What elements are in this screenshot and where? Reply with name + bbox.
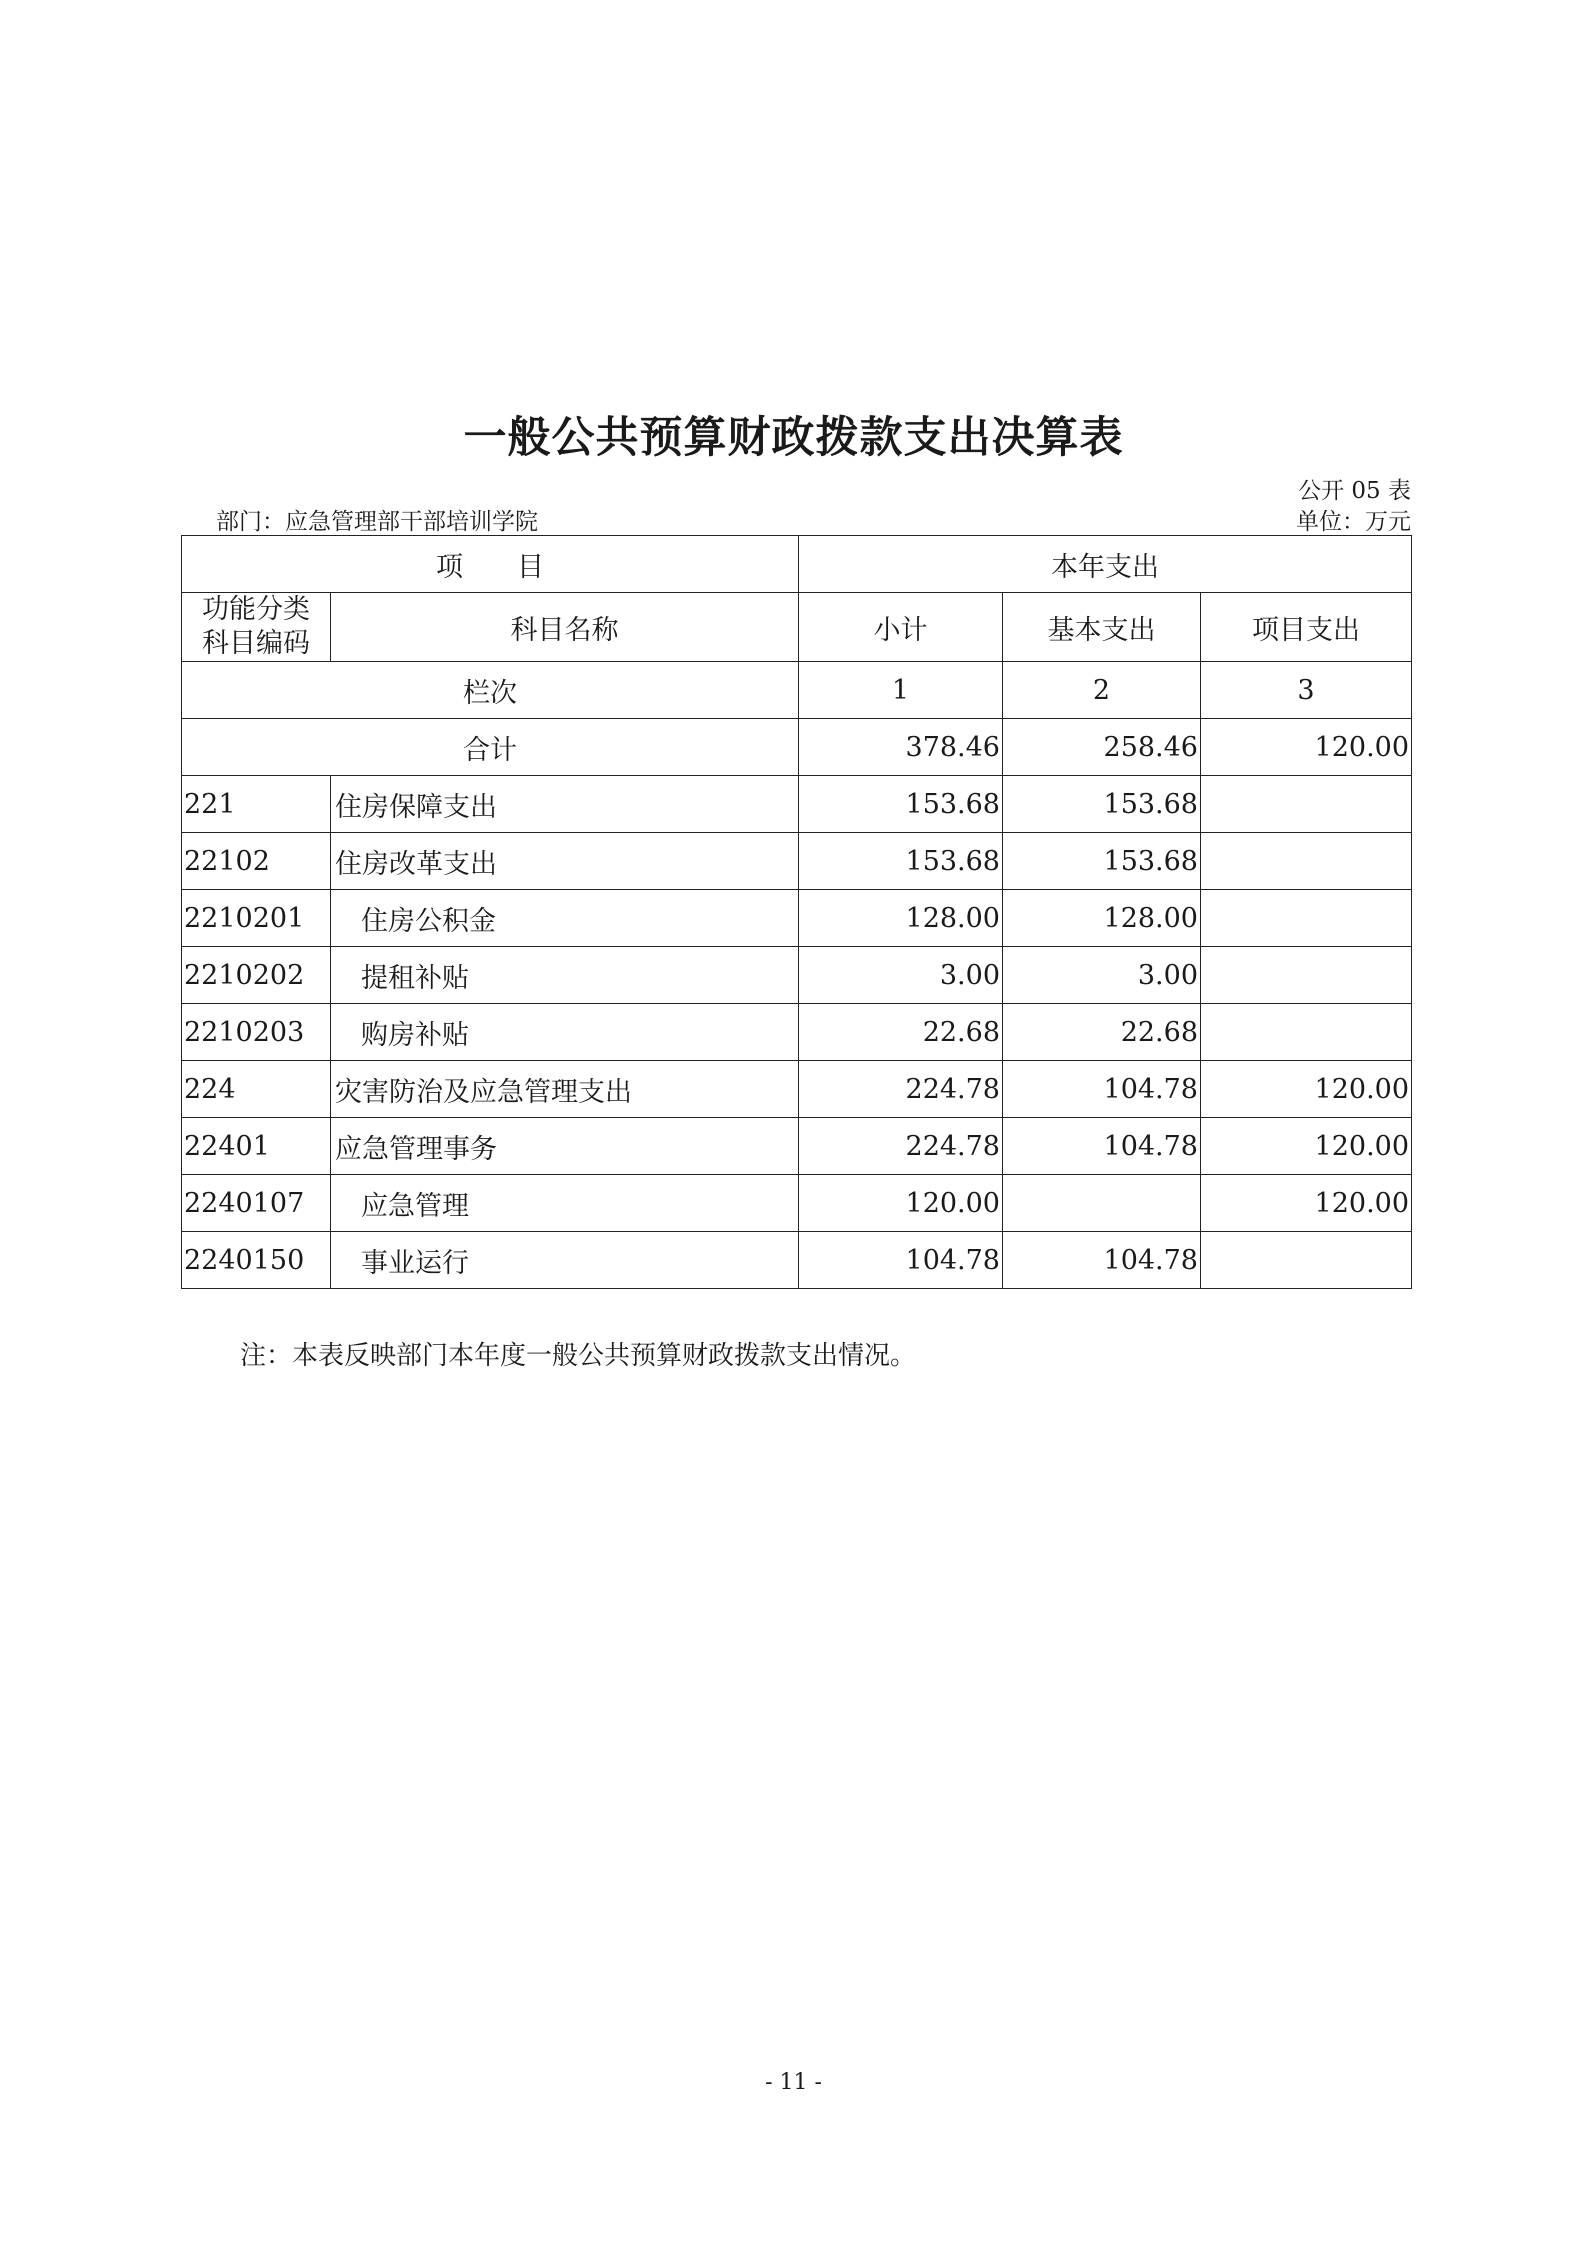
row-basic: 22.68 — [1003, 1004, 1201, 1061]
row-subtotal: 153.68 — [799, 833, 1003, 890]
table-row — [182, 1175, 1412, 1232]
row-name: 事业运行 — [331, 1232, 799, 1289]
table-row — [182, 890, 1412, 947]
row-subtotal: 104.78 — [799, 1232, 1003, 1289]
column-index-2: 2 — [1003, 662, 1201, 719]
total-row — [182, 719, 1412, 776]
header-code — [182, 593, 331, 662]
header-current-year: 本年支出 — [799, 536, 1412, 593]
row-name: 住房公积金 — [331, 890, 799, 947]
total-project: 120.00 — [1201, 719, 1412, 776]
table-row — [182, 833, 1412, 890]
row-subtotal: 224.78 — [799, 1118, 1003, 1175]
row-name: 灾害防治及应急管理支出 — [331, 1061, 799, 1118]
header-subject-name: 科目名称 — [331, 593, 799, 662]
row-subtotal: 120.00 — [799, 1175, 1003, 1232]
row-name: 住房保障支出 — [331, 776, 799, 833]
table-row — [182, 947, 1412, 1004]
row-basic: 153.68 — [1003, 776, 1201, 833]
column-index-row — [182, 662, 1412, 719]
row-subtotal: 22.68 — [799, 1004, 1003, 1061]
header-item: 项 目 — [182, 536, 799, 593]
page-number: - 11 - — [765, 2070, 822, 2095]
footnote: 注：本表反映部门本年度一般公共预算财政拨款支出情况。 — [240, 1341, 917, 1371]
row-basic: 104.78 — [1003, 1232, 1201, 1289]
row-basic: 128.00 — [1003, 890, 1201, 947]
header-basic: 基本支出 — [1003, 593, 1201, 662]
row-subtotal: 128.00 — [799, 890, 1003, 947]
row-basic: 104.78 — [1003, 1118, 1201, 1175]
header-code-line1: 功能分类 — [202, 594, 310, 625]
table-row — [182, 776, 1412, 833]
row-code: 2210202 — [182, 947, 331, 1004]
row-name: 应急管理事务 — [331, 1118, 799, 1175]
row-name: 购房补贴 — [331, 1004, 799, 1061]
page-title: 一般公共预算财政拨款支出决算表 — [463, 413, 1124, 463]
table-row — [182, 1232, 1412, 1289]
row-project: 120.00 — [1201, 1175, 1412, 1232]
row-name: 提租补贴 — [331, 947, 799, 1004]
row-basic: 3.00 — [1003, 947, 1201, 1004]
row-project — [1201, 947, 1412, 1004]
department-label: 部门：应急管理部干部培训学院 — [216, 509, 538, 535]
row-code: 2210203 — [182, 1004, 331, 1061]
row-project — [1201, 1232, 1412, 1289]
row-code: 22401 — [182, 1118, 331, 1175]
row-subtotal: 224.78 — [799, 1061, 1003, 1118]
header-project: 项目支出 — [1201, 593, 1412, 662]
row-subtotal: 153.68 — [799, 776, 1003, 833]
row-project: 120.00 — [1201, 1061, 1412, 1118]
row-code: 224 — [182, 1061, 331, 1118]
total-basic: 258.46 — [1003, 719, 1201, 776]
row-basic: 153.68 — [1003, 833, 1201, 890]
row-project — [1201, 776, 1412, 833]
expenditure-table — [181, 535, 1412, 1289]
row-code: 2210201 — [182, 890, 331, 947]
row-project — [1201, 1004, 1412, 1061]
row-basic — [1003, 1175, 1201, 1232]
row-subtotal: 3.00 — [799, 947, 1003, 1004]
row-basic: 104.78 — [1003, 1061, 1201, 1118]
table-row — [182, 1004, 1412, 1061]
table-row — [182, 1061, 1412, 1118]
column-index-1: 1 — [799, 662, 1003, 719]
header-subtotal: 小计 — [799, 593, 1003, 662]
row-project — [1201, 833, 1412, 890]
row-code: 2240107 — [182, 1175, 331, 1232]
row-code: 22102 — [182, 833, 331, 890]
total-subtotal: 378.46 — [799, 719, 1003, 776]
row-project: 120.00 — [1201, 1118, 1412, 1175]
table-row — [182, 1118, 1412, 1175]
column-index-3: 3 — [1201, 662, 1412, 719]
unit-label: 单位：万元 — [1296, 509, 1411, 535]
form-code: 公开 05 表 — [1298, 478, 1411, 504]
row-name: 住房改革支出 — [331, 833, 799, 890]
header-code-line2: 科目编码 — [202, 628, 310, 659]
column-index-label: 栏次 — [182, 662, 799, 719]
row-code: 2240150 — [182, 1232, 331, 1289]
row-name: 应急管理 — [331, 1175, 799, 1232]
header-row-top — [182, 536, 1412, 593]
row-project — [1201, 890, 1412, 947]
row-code: 221 — [182, 776, 331, 833]
header-row-sub — [182, 593, 1412, 662]
total-label: 合计 — [182, 719, 799, 776]
